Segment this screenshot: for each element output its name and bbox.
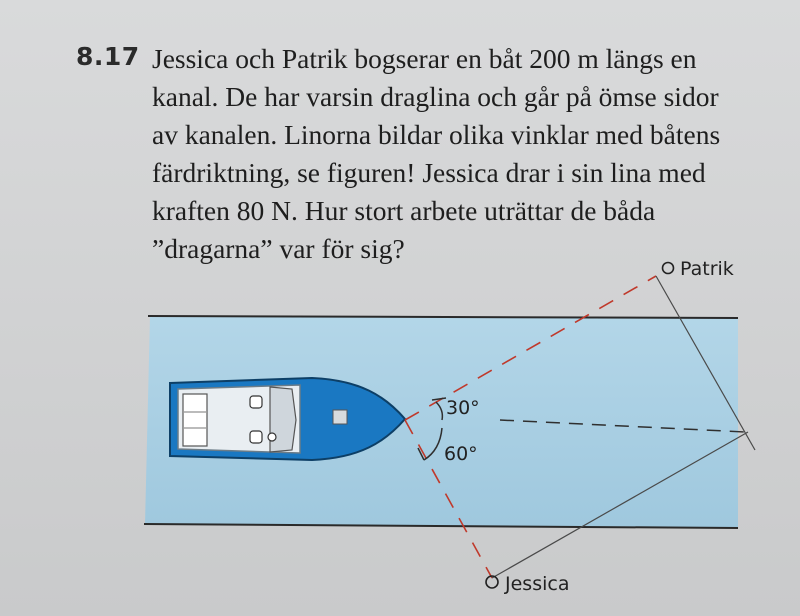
problem-line: av kanalen. Linorna bildar olika vinklar med båtens <box>152 119 721 150</box>
problem-line: Jessica och Patrik bogserar en båt 200 m längs en <box>152 43 697 74</box>
patrik-marker-icon <box>663 263 674 274</box>
angle-label-30: 30° <box>446 397 480 419</box>
problem-line: färdriktning, se figuren! Jessica drar i sin lina med <box>152 157 706 188</box>
angle-label-60: 60° <box>444 443 478 465</box>
problem-line: kanal. De har varsin draglina och går på ömse sidor <box>152 81 719 112</box>
jessica-label: Jessica <box>505 573 570 595</box>
problem-line: kraften 80 N. Hur stort arbete uträttar de båda <box>152 195 656 226</box>
boat <box>170 378 405 460</box>
problem-number: 8.17 <box>76 42 140 71</box>
patrik-label: Patrik <box>680 258 734 280</box>
problem-line: ”dragarna” var för sig? <box>152 233 405 264</box>
